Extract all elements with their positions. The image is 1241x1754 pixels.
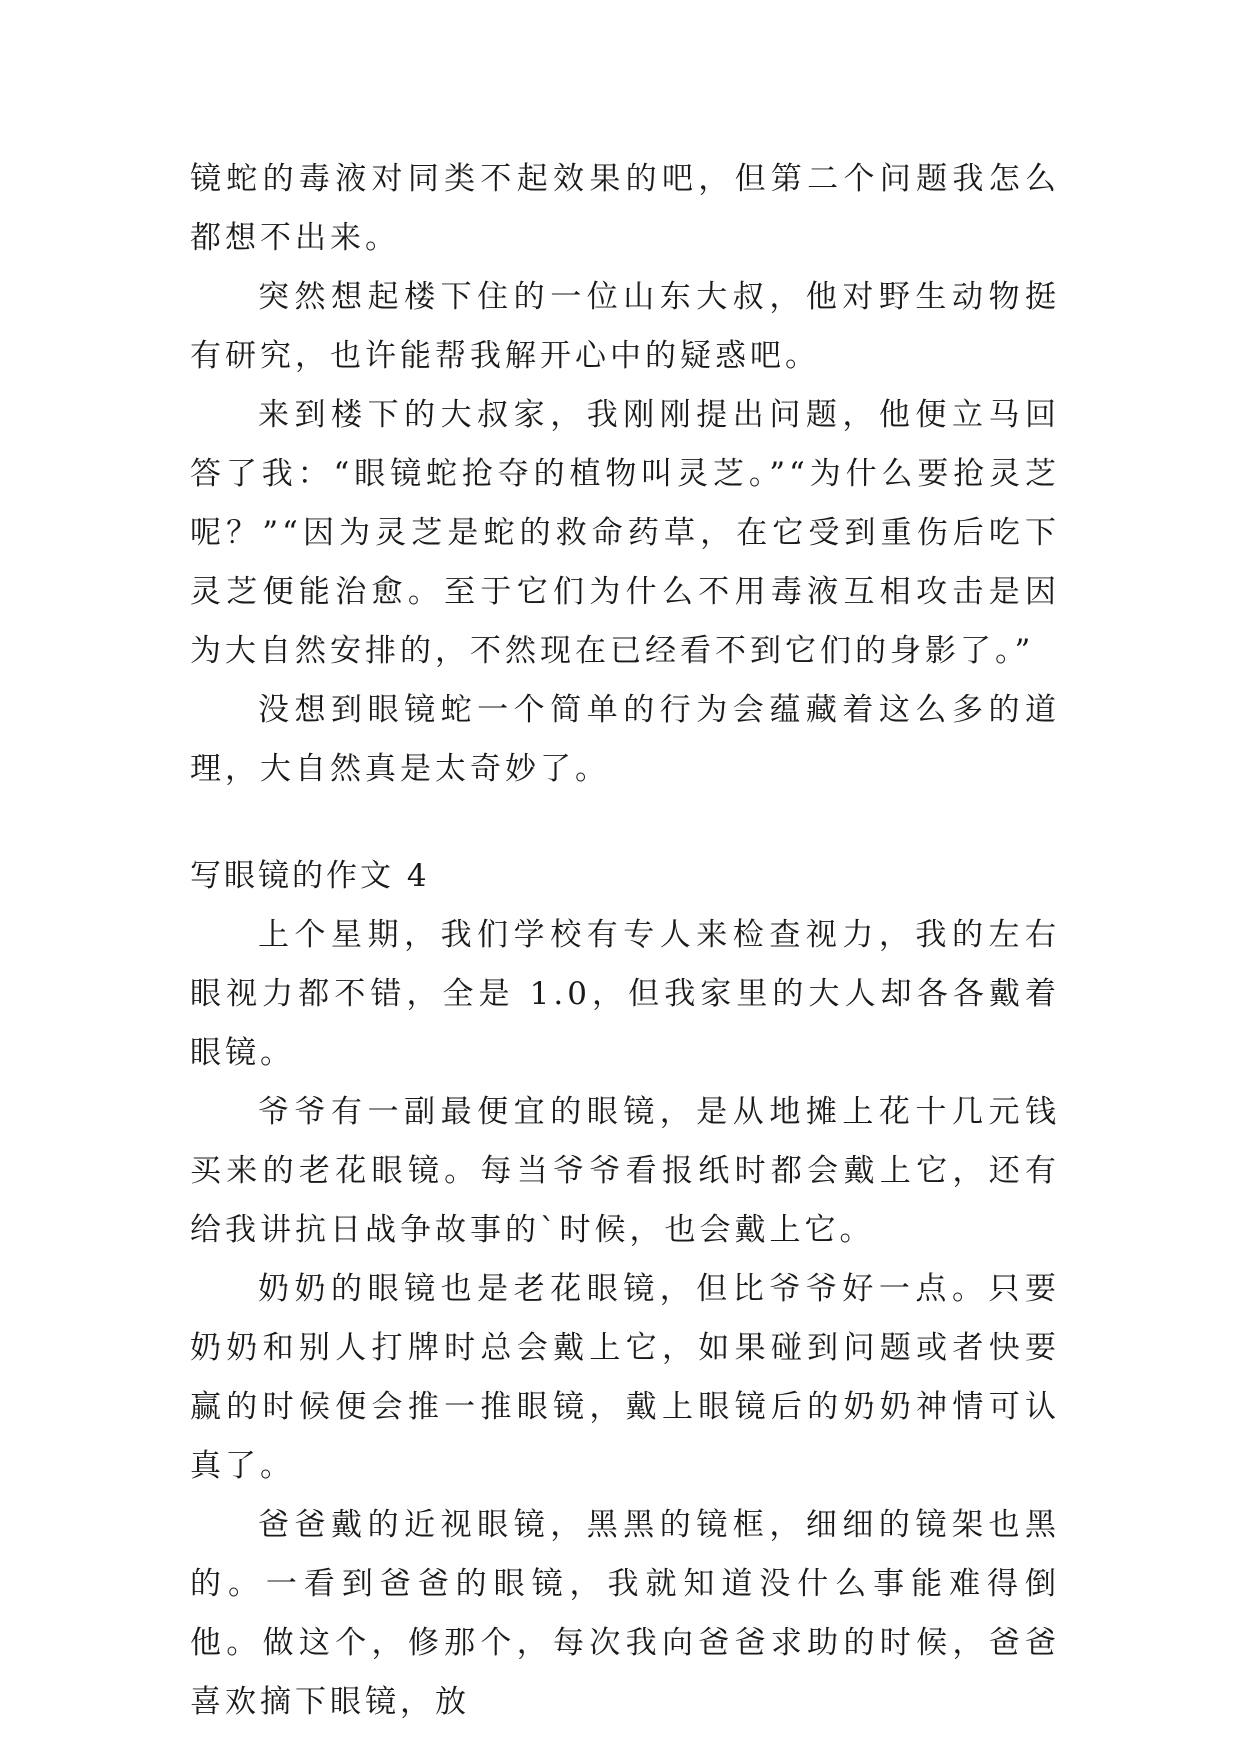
paragraph: 爷爷有一副最便宜的眼镜，是从地摊上花十几元钱买来的老花眼镜。每当爷爷看报纸时都会戴上它，还有给我讲抗日战争故事的`时候，也会戴上它。 bbox=[190, 1094, 1060, 1248]
paragraph-continuation: 镜蛇的毒液对同类不起效果的吧，但第二个问题我怎么都想不出来。 bbox=[190, 161, 1060, 256]
paragraph: 来到楼下的大叔家，我刚刚提出问题，他便立马回答了我：“眼镜蛇抢夺的植物叫灵芝。”“为什么要抢灵芝呢？”“因为灵芝是蛇的救命药草，在它受到重伤后吃下灵芝便能治愈。至于它们为什么不用毒液互相攻击是因为大自然安排的，不然现在已经看不到它们的身影了。” bbox=[190, 397, 1060, 669]
paragraph: 奶奶的眼镜也是老花眼镜，但比爷爷好一点。只要奶奶和别人打牌时总会戴上它，如果碰到问题或者快要赢的时候便会推一推眼镜，戴上眼镜后的奶奶神情可认真了。 bbox=[190, 1271, 1060, 1484]
paragraph: 没想到眼镜蛇一个简单的行为会蕴藏着这么多的道理，大自然真是太奇妙了。 bbox=[190, 692, 1060, 787]
document-page bbox=[190, 150, 1060, 1732]
paragraph: 上个星期，我们学校有专人来检查视力，我的左右眼视力都不错，全是 1.0，但我家里的大人却各各戴着眼镜。 bbox=[190, 917, 1060, 1071]
paragraph: 爸爸戴的近视眼镜，黑黑的镜框，细细的镜架也黑的。一看到爸爸的眼镜，我就知道没什么事能难得倒他。做这个，修那个，每次我向爸爸求助的时候，爸爸喜欢摘下眼镜，放 bbox=[190, 1507, 1060, 1720]
section-title: 写眼镜的作文 4 bbox=[190, 858, 430, 894]
section-gap bbox=[190, 799, 1060, 847]
paragraph: 突然想起楼下住的一位山东大叔，他对野生动物挺有研究，也许能帮我解开心中的疑惑吧。 bbox=[190, 279, 1060, 374]
